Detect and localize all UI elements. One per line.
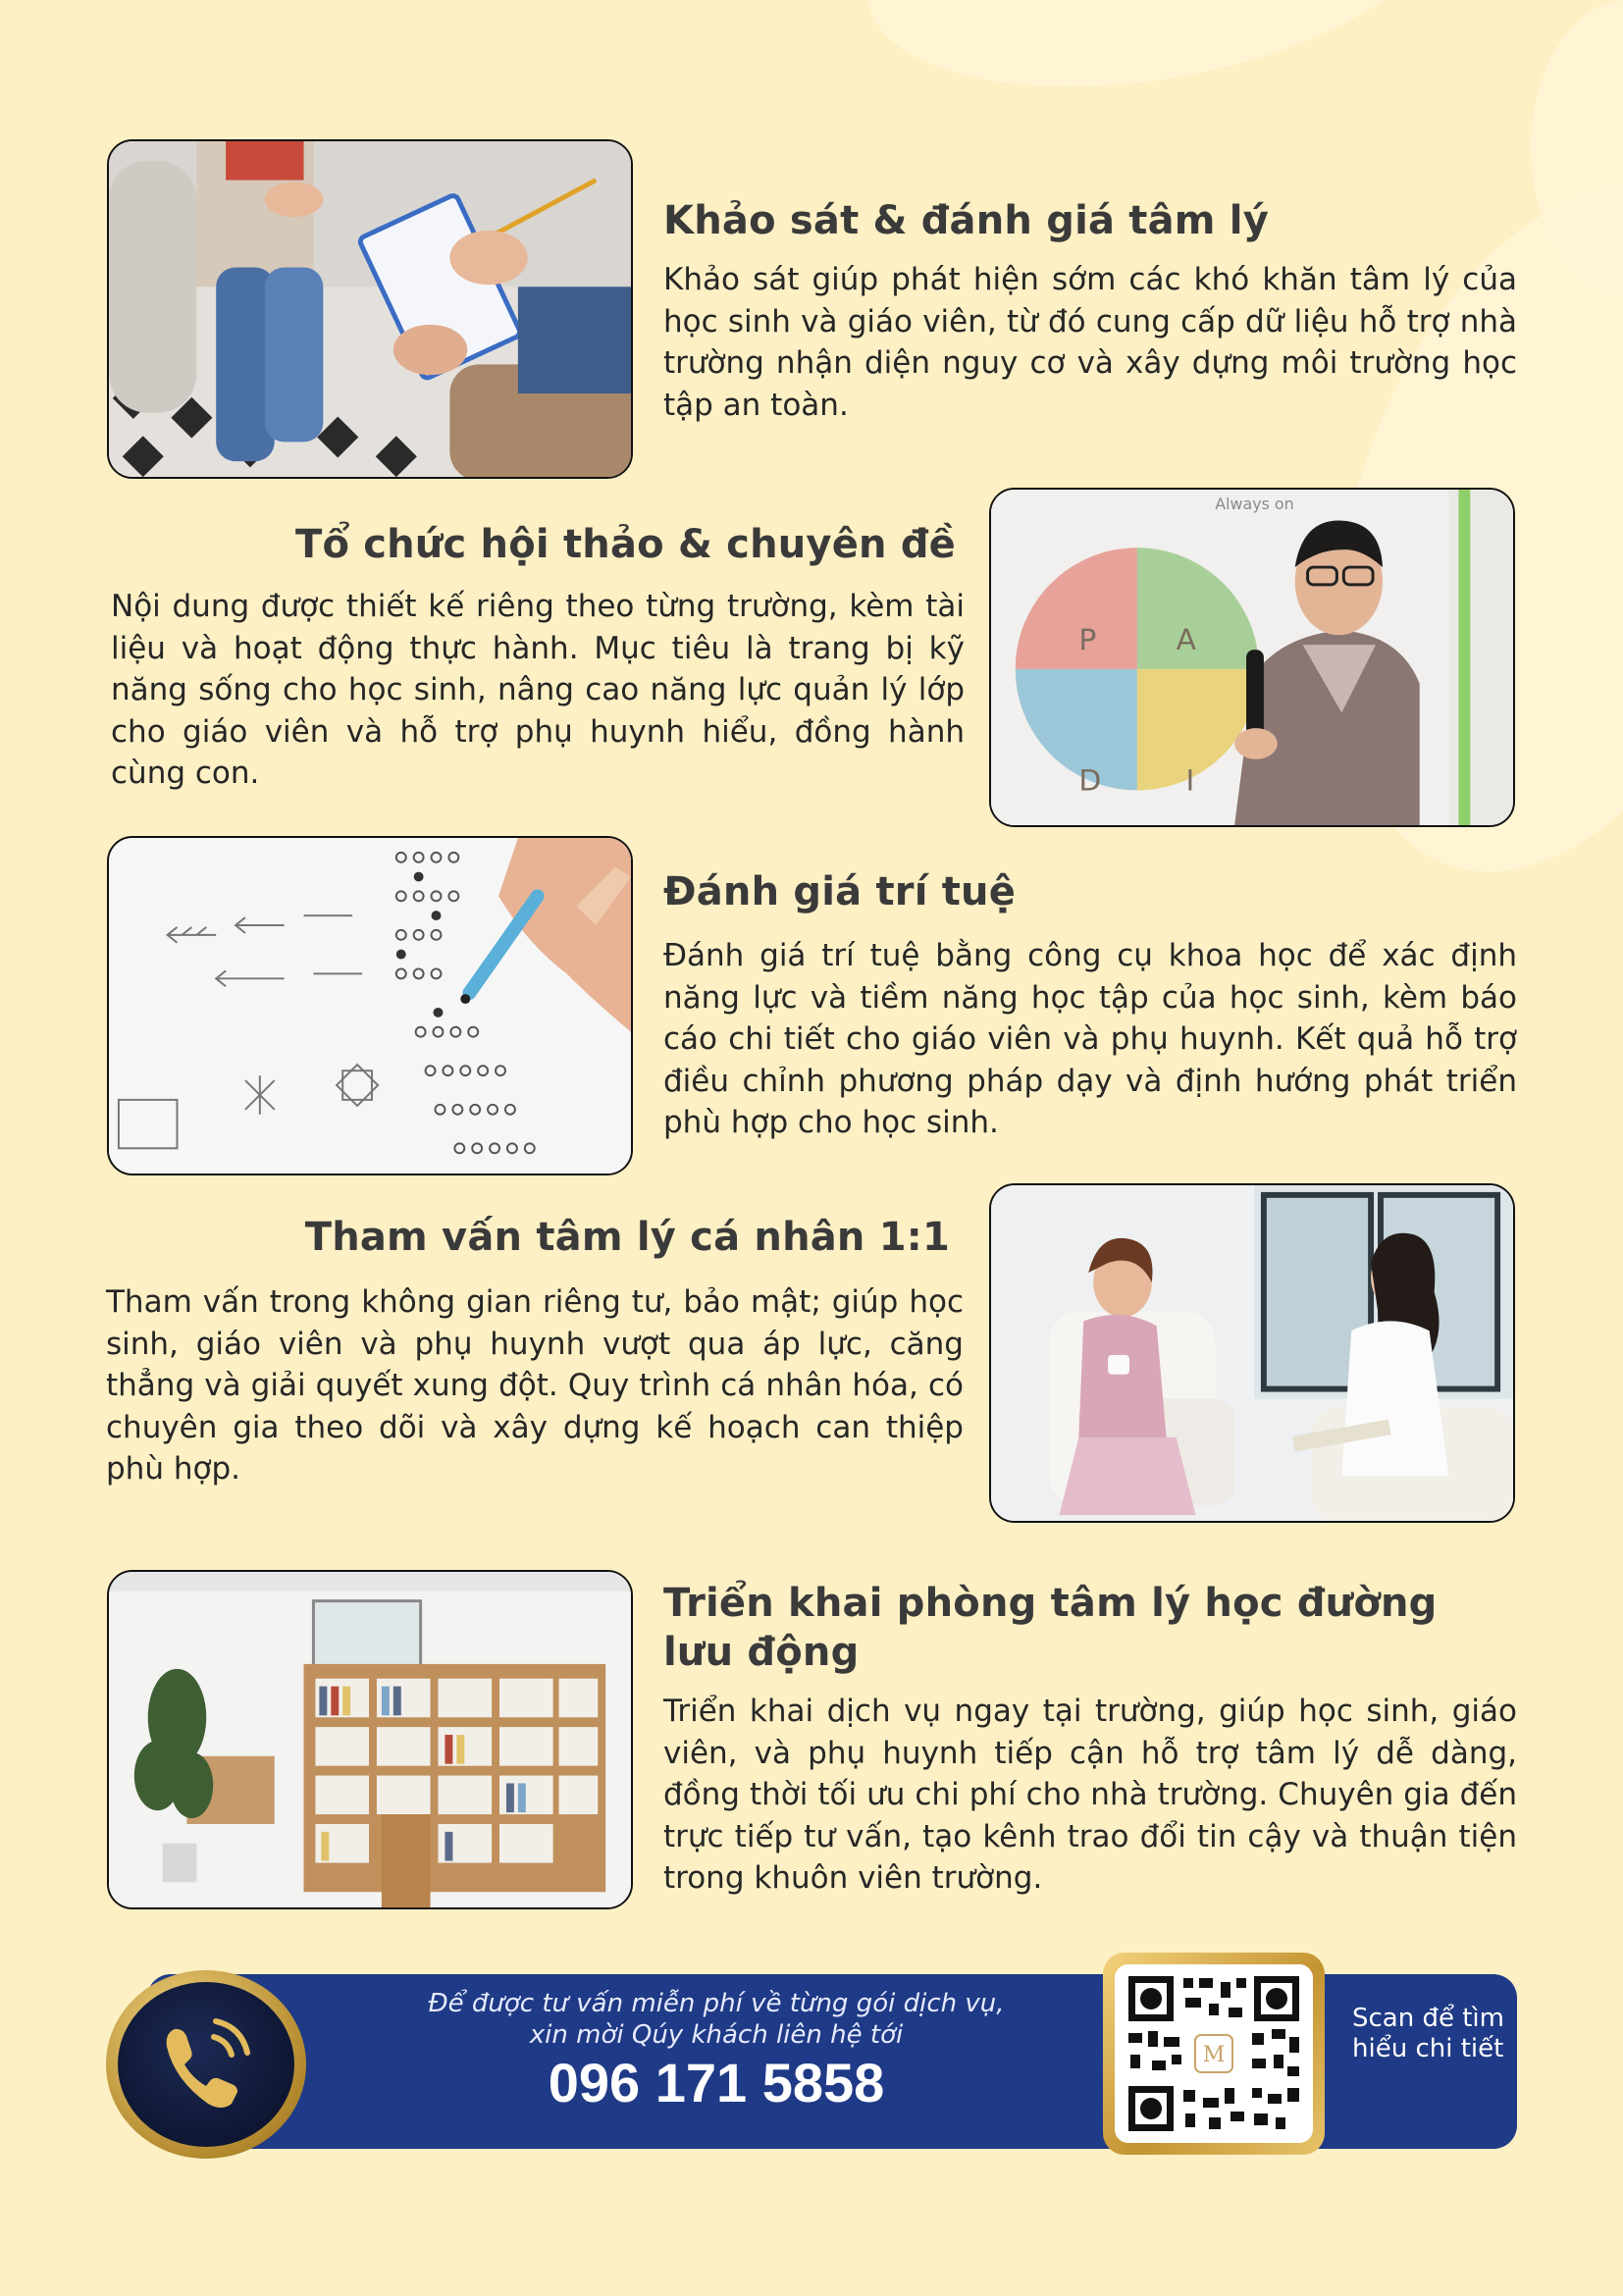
section-text: Triển khai dịch vụ ngay tại trường, giúp học sinh, giáo viên, và phụ huynh tiếp cận hỗ trợ tâm lý dễ dàng, đồng thời tối ưu chi phí cho nhà trường. Chuyên gia đến trực tiếp tư vấn, tạo kênh trao đổi tin cậy và thuận tiện trong khuôn viên trường. — [663, 1694, 1517, 1896]
scan-instruction: Scan để tìm hiểu chi tiết — [1352, 2004, 1504, 2063]
section-text: Tham vấn trong không gian riêng tư, bảo mật; giúp học sinh, giáo viên và phụ huynh vượt qua áp lực, căng thẳng và giải quyết xung đột. Quy trình cá nhân hóa, có chuyên gia theo dõi và xây dựng kế hoạch can thiệp phù hợp. — [106, 1284, 964, 1487]
counseling-photo — [989, 1183, 1515, 1523]
section-text: Nội dung được thiết kế riêng theo từng trường, kèm tài liệu và hoạt động thực hành. Mục tiêu là trang bị kỹ năng sống cho học sinh, nâng cao năng lực quản lý lớp cho giáo viên và hỗ trợ phụ huynh hiểu, đồng hành cùng con. — [111, 589, 965, 791]
section-title: Tổ chức hội thảo & chuyên đề — [294, 522, 956, 567]
iq-test-photo — [107, 836, 633, 1175]
section-title: Triển khai phòng tâm lý học đường lưu động — [663, 1581, 1438, 1675]
survey-photo — [107, 139, 633, 479]
section-title: Tham vấn tâm lý cá nhân 1:1 — [304, 1215, 950, 1260]
cta-text-line1: Để được tư vấn miễn phí về từng gói dịch vụ, — [428, 1989, 1005, 2018]
phone-ringing-icon[interactable] — [118, 1982, 294, 2147]
section-text: Khảo sát giúp phát hiện sớm các khó khăn tâm lý của học sinh và giáo viên, từ đó cung cấp dữ liệu hỗ trợ nhà trường nhận diện nguy cơ và xây dựng môi trường học tập an toàn. — [663, 262, 1517, 423]
section-title: Khảo sát & đánh giá tâm lý — [663, 198, 1269, 243]
slide-letter: A — [1176, 623, 1196, 658]
section-title: Đánh giá trí tuệ — [663, 869, 1017, 914]
slide-letter: I — [1185, 763, 1195, 799]
phone-number[interactable]: 096 171 5858 — [548, 2052, 885, 2113]
school-room-photo — [107, 1570, 633, 1909]
slide-letter: P — [1078, 623, 1097, 658]
cta-text-line2: xin mời Qúy khách liên hệ tới — [529, 2020, 904, 2050]
section-text: Đánh giá trí tuệ bằng công cụ khoa học để xác định năng lực và tiềm năng học tập của học sinh, kèm báo cáo chi tiết cho giáo viên và phụ huynh. Kết quả hỗ trợ điều chỉnh phương pháp dạy và định hướng phát triển phù hợp cho học sinh. — [663, 938, 1517, 1140]
workshop-photo — [989, 488, 1515, 827]
svg-text:M: M — [1202, 2043, 1226, 2067]
slide-letter: D — [1078, 763, 1102, 799]
background-decoration — [846, 0, 1470, 128]
slide-caption: Always on — [1215, 494, 1294, 513]
qr-code-icon[interactable] — [1115, 1964, 1313, 2143]
